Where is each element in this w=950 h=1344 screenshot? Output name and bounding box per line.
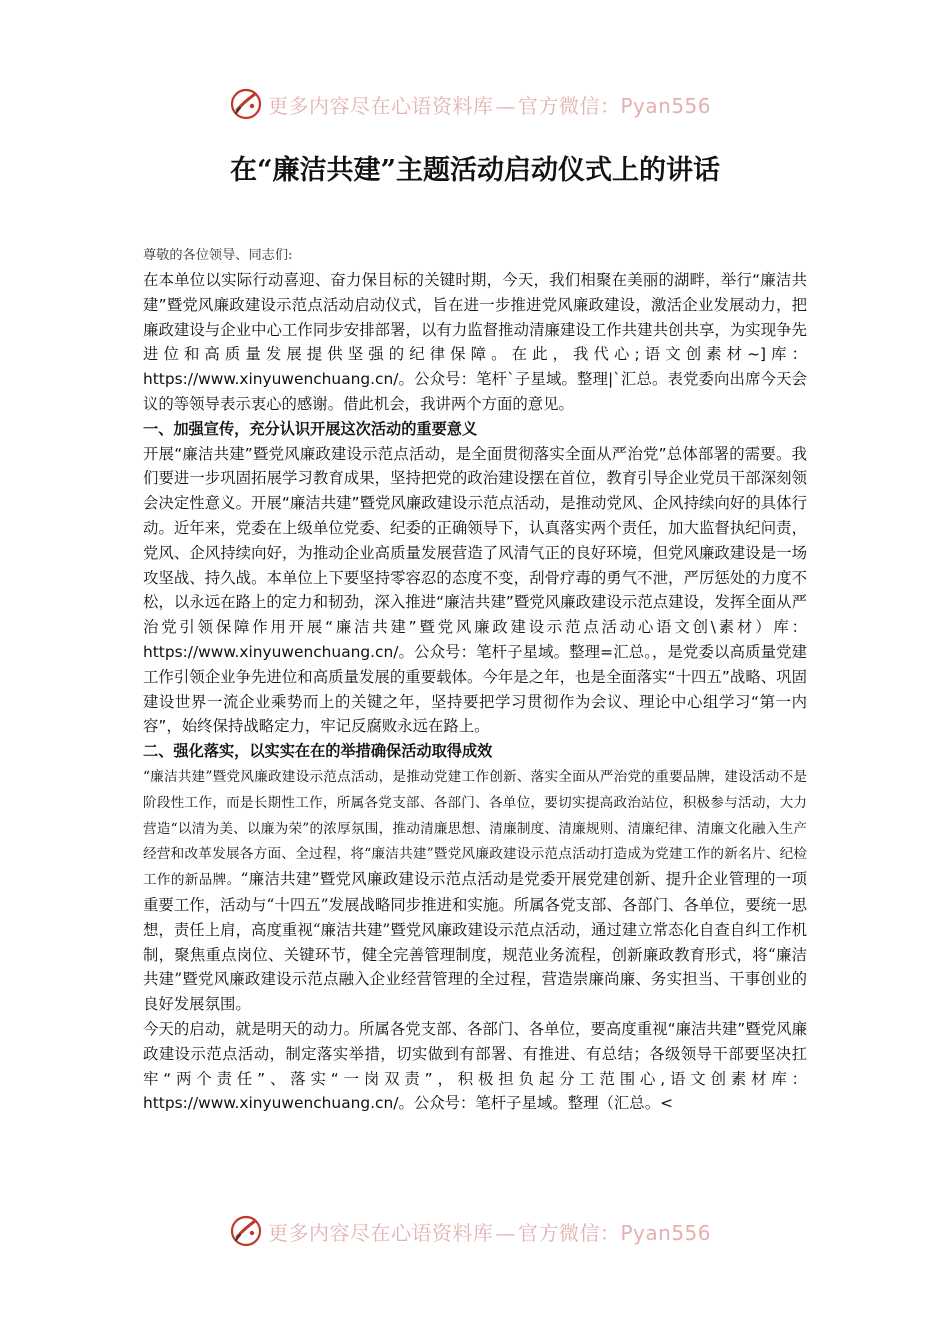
watermark-text: 更多内容尽在心语资料库 (268, 1220, 494, 1245)
watermark-dash: — (495, 93, 516, 118)
watermark-handle: Pyan556 (620, 93, 712, 118)
salutation: 尊敬的各位领导、同志们: (143, 248, 293, 263)
intro-paragraph: 在本单位以实际行动喜迎、奋力保目标的关键时期，今天，我们相聚在美丽的湖畔，举行“廉洁共建”暨党风廉政建设示范点活动启动仪式，旨在进一步推进党风廉政建设，激活企业发展动力，把廉政建设与企业中心工作同步安排部署，以有力监督推动清廉建设工作共建共创共享，为实现争先进位和高质量发展提供坚强的纪律保障。在此，我代心;语文创素材~]库：https://www.xinyuwenchuang.cn/。公众号：笔杆`子星域。整理|`汇总。表党委向出席今天会议的等领导表示衷心的感谢。借此机会，我讲两个方面的意见。 (143, 271, 807, 413)
section-1-paragraph: 开展“廉洁共建”暨党风廉政建设示范点活动，是全面贯彻落实全面从严治党”总体部署的需要。我们要进一步巩固拓展学习教育成果，坚持把党的政治建设摆在首位，教育引导企业党员干部深刻领会决定性意义。开展“廉洁共建”暨党风廉政建设示范点活动，是推动党风、企风持续向好的具体行动。近年来，党委在上级单位党委、纪委的正确领导下，认真落实两个责任，加大监督执纪问责，党风、企风持续向好，为推动企业高质量发展营造了风清气正的良好环境，但党风廉政建设是一场攻坚战、持久战。本单位上下要坚持零容忍的态度不变，刮骨疗毒的勇气不泄，严厉惩处的力度不松，以永远在路上的定力和韧劲，深入推进“廉洁共建”暨党风廉政建设示范点建设，发挥全面从严治党引领保障作用开展“廉洁共建”暨党风廉政建设示范点活动心语文创\素材）库：https://www.xinyuwenchuang.cn/。公众号：笔杆子星域。整理=汇总。，是党委以高质量党建工作引领企业争先进位和高质量发展的重要载体。今年是之年，也是全面落实“十四五”战略、巩固建设世界一流企业乘势而上的关键之年，坚持要把学习贯彻作为会议、理论中心组学习“第一内容”，始终保持战略定力，牢记反腐败永远在路上。 (143, 444, 807, 736)
watermark-suffix: 官方微信： (518, 1220, 621, 1245)
section-2-paragraph-b: “廉洁共建”暨党风廉政建设示范点活动是党委开展党建创新、提升企业管理的一项重要工作，活动与“十四五”发展战略同步推进和实施。所属各党支部、各部门、各单位，要统一思想，责任上肩，高度重视“廉洁共建”暨党风廉政建设示范点活动，通过建立常态化自查自纠工作机制，聚焦重点岗位、关键环节，健全完善管理制度，规范业务流程，创新廉政教育形式，将“廉洁共建”暨党风廉政建设示范点融入企业经营管理的全过程，营造崇廉尚廉、务实担当、干事创业的良好发展氛围。 (143, 870, 807, 1014)
footer-watermark (228, 1211, 728, 1251)
section-heading-2: 二、强化落实，以实实在在的举措确保活动取得成效 (143, 742, 493, 761)
section-2-paragraph-a: “廉洁共建”暨党风廉政建设示范点活动，是推动党建工作创新、落实全面从严治党的重要品牌，建设活动不是阶段性工作，而是长期性工作，所属各党支部、各部门、各单位，要切实提高政治站位，积极参与活动，大力营造“以清为美、以廉为荣”的浓厚氛围，推动清廉思想、清廉制度、清廉规则、清廉纪律、清廉文化融入生产经营和改革发展各方面、全过程，将“廉洁共建”暨党风廉政建设示范点活动打造成为党建工作的新名片、纪检工作的新品牌。 (143, 768, 807, 889)
watermark-text: 更多内容尽在心语资料库 (268, 93, 494, 118)
watermark-dash: — (495, 1220, 516, 1245)
watermark-handle: Pyan556 (620, 1220, 712, 1245)
pen-logo-icon (228, 1213, 264, 1249)
section-2-paragraph (143, 764, 807, 1017)
section-heading-1: 一、加强宣传，充分认识开展这次活动的重要意义 (143, 419, 478, 438)
closing-paragraph: 今天的启动，就是明天的动力。所属各党支部、各部门、各单位，要高度重视“廉洁共建”暨党风廉政建设示范点活动，制定落实举措，切实做到有部署、有推进、有总结；各级领导干部要坚决扛牢“两个责任”、落实“一岗双责”，积极担负起分工范围心,语文创素材库：https://www.xinyuwenchuang.cn/。公众号：笔杆子星域。整理（汇总。< (143, 1019, 807, 1113)
header-watermark (228, 84, 728, 124)
watermark-suffix: 官方微信： (518, 93, 621, 118)
pen-logo-icon (228, 86, 264, 122)
document-body (143, 244, 807, 1116)
document-title: 在“廉洁共建”主题活动启动仪式上的讲话 (229, 155, 721, 186)
